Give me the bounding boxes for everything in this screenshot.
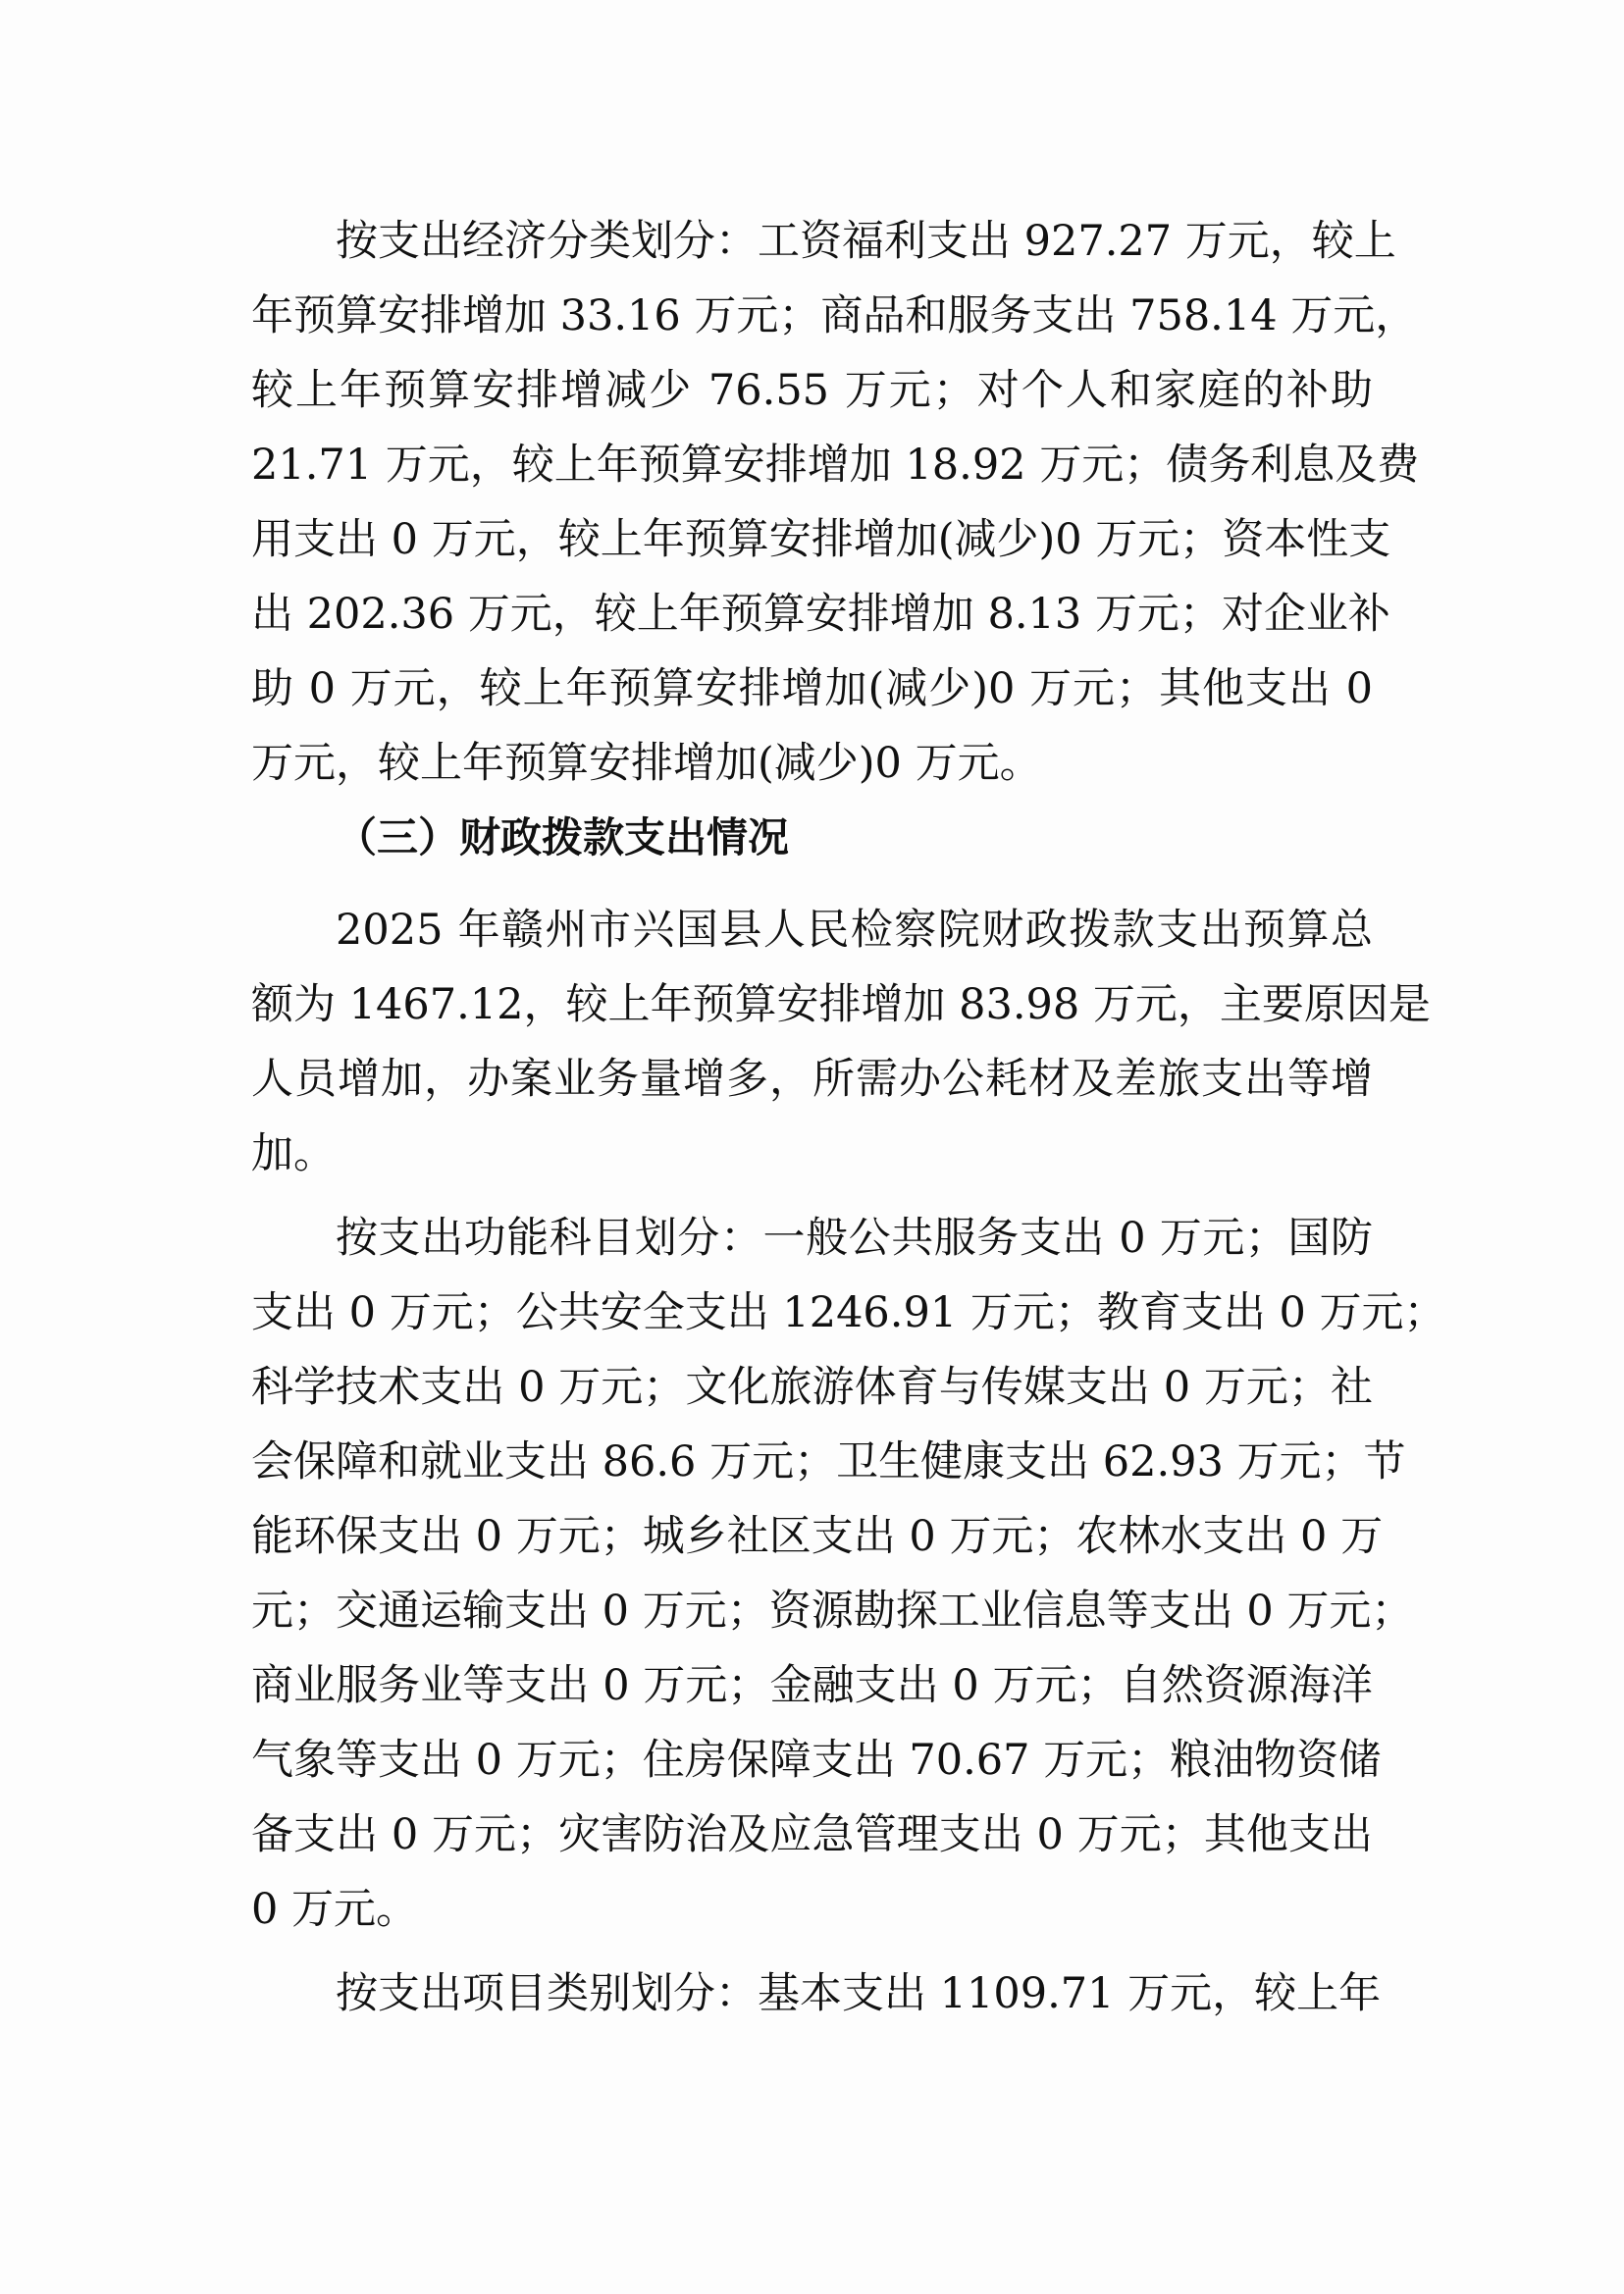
paragraph-3-line-10: 0 万元。: [251, 1885, 419, 1934]
paragraph-1-line-8: 万元，较上年预算安排增加(减少)0 万元。: [251, 739, 1042, 788]
paragraph-3-line-8: 气象等支出 0 万元；住房保障支出 70.67 万元；粮油物资储: [251, 1736, 1382, 1785]
paragraph-2-line-3: 人员增加，办案业务量增多，所需办公耗材及差旅支出等增: [251, 1055, 1373, 1104]
section-heading: （三）财政拨款支出情况: [336, 813, 790, 861]
paragraph-2-line-1: 2025 年赣州市兴国县人民检察院财政拨款支出预算总: [336, 906, 1373, 955]
paragraph-1-line-1: 按支出经济分类划分：工资福利支出 927.27 万元，较上: [336, 217, 1396, 266]
paragraph-1-line-3: 较上年预算安排增减少 76.55 万元；对个人和家庭的补助: [251, 366, 1373, 415]
paragraph-1-line-2: 年预算安排增加 33.16 万元；商品和服务支出 758.14 万元，: [251, 291, 1418, 340]
paragraph-3-line-7: 商业服务业等支出 0 万元；金融支出 0 万元；自然资源海洋: [251, 1661, 1373, 1710]
paragraph-3-line-9: 备支出 0 万元；灾害防治及应急管理支出 0 万元；其他支出: [251, 1810, 1373, 1859]
paragraph-1-line-5: 用支出 0 万元，较上年预算安排增加(减少)0 万元；资本性支: [251, 515, 1391, 564]
paragraph-3-line-5: 能环保支出 0 万元；城乡社区支出 0 万元；农林水支出 0 万: [251, 1512, 1384, 1561]
paragraph-1-line-4: 21.71 万元，较上年预算安排增加 18.92 万元；债务利息及费: [251, 441, 1420, 490]
paragraph-1-line-7: 助 0 万元，较上年预算安排增加(减少)0 万元；其他支出 0: [251, 664, 1373, 713]
paragraph-3-line-1: 按支出功能科目划分：一般公共服务支出 0 万元；国防: [336, 1214, 1373, 1263]
paragraph-4-line-1: 按支出项目类别划分：基本支出 1109.71 万元，较上年: [336, 1969, 1382, 2018]
paragraph-3-line-4: 会保障和就业支出 86.6 万元；卫生健康支出 62.93 万元；节: [251, 1437, 1406, 1486]
paragraph-3-line-6: 元；交通运输支出 0 万元；资源勘探工业信息等支出 0 万元；: [251, 1587, 1414, 1636]
paragraph-3-line-2: 支出 0 万元；公共安全支出 1246.91 万元；教育支出 0 万元；: [251, 1288, 1446, 1337]
paragraph-2-line-2: 额为 1467.12，较上年预算安排增加 83.98 万元，主要原因是: [251, 980, 1431, 1029]
paragraph-3-line-3: 科学技术支出 0 万元；文化旅游体育与传媒支出 0 万元；社: [251, 1363, 1373, 1412]
paragraph-1-line-6: 出 202.36 万元，较上年预算安排增加 8.13 万元；对企业补: [251, 590, 1390, 639]
paragraph-2-line-4: 加。: [251, 1129, 336, 1178]
